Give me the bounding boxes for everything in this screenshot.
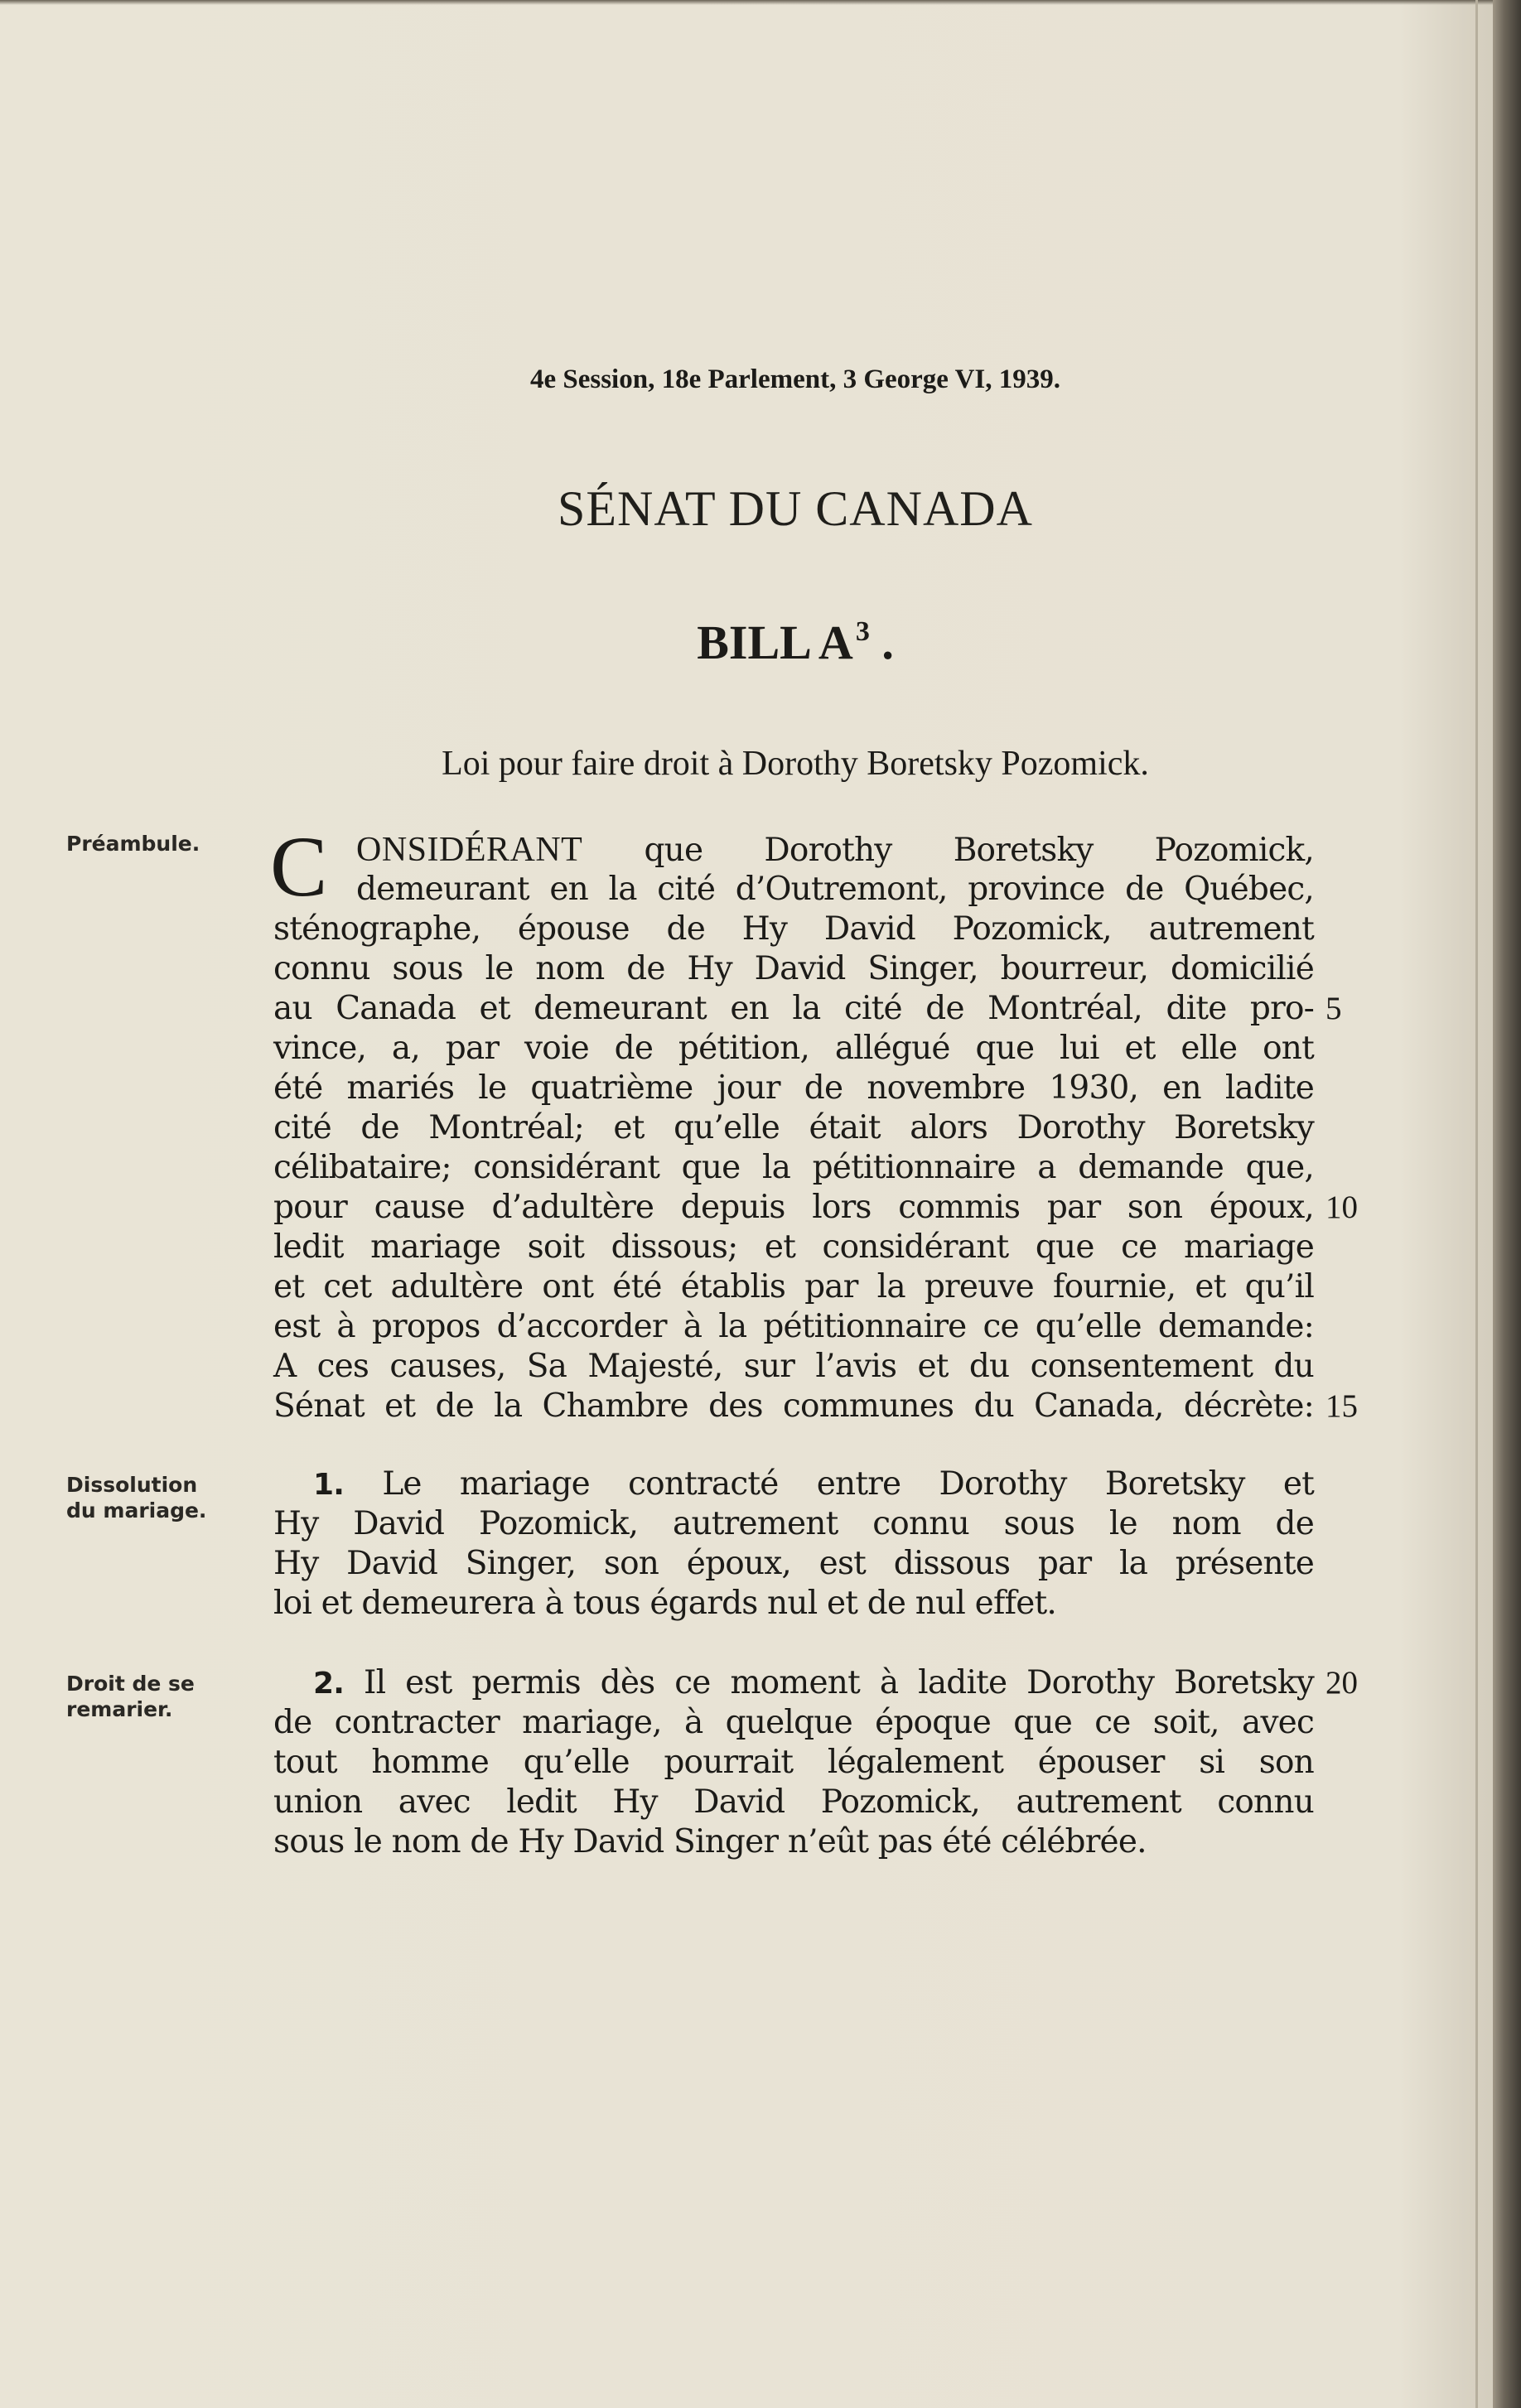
bill-superscript: 3 <box>855 616 870 647</box>
margin-note-remarry-line1: Droit de se <box>66 1672 195 1696</box>
preamble-line: demeurant en la cité d’Outremont, province de Québec, <box>356 871 1314 908</box>
drop-cap: C <box>270 819 328 914</box>
preamble-line: ledit mariage soit dissous; et considérant que ce mariage <box>273 1228 1314 1266</box>
binding-gutter <box>1493 0 1521 2408</box>
preamble-line: au Canada et demeurant en la cité de Montréal, dite pro- <box>273 990 1314 1027</box>
margin-note-preamble: Préambule. <box>66 832 200 856</box>
gutter-line <box>1475 0 1478 2408</box>
section1-line: 1. Le mariage contracté entre Dorothy Boretsky et <box>313 1465 1314 1503</box>
section2-line: tout homme qu’elle pourrait légalement épouser si son <box>273 1744 1314 1781</box>
preamble-line: Sénat et de la Chambre des communes du Canada, décrète: <box>273 1387 1314 1425</box>
section2-line: sous le nom de Hy David Singer n’eût pas été célébrée. <box>273 1823 1147 1860</box>
preamble-line: cité de Montréal; et qu’elle était alors Dorothy Boretsky <box>273 1109 1314 1146</box>
section1-number: 1. <box>313 1468 345 1502</box>
line-number-5: 5 <box>1325 991 1342 1026</box>
preamble-line: vince, a, par voie de pétition, allégué que lui et elle ont <box>273 1030 1314 1067</box>
margin-note-remarry-line2: remarier. <box>66 1697 173 1721</box>
preamble-line: ONSIDÉRANT que Dorothy Boretsky Pozomick, <box>356 831 1314 869</box>
section2-line: 2. Il est permis dès ce moment à ladite Dorothy Boretsky <box>313 1664 1314 1701</box>
preamble-first-word: ONSIDÉRANT <box>356 831 583 869</box>
section2-line: de contracter mariage, à quelque époque que ce soit, avec <box>273 1704 1314 1741</box>
preamble-line: sténographe, épouse de Hy David Pozomick, autrement <box>273 910 1314 948</box>
bill-heading <box>0 615 1521 670</box>
margin-note-dissolution-line2: du mariage. <box>66 1498 207 1522</box>
line-number-10: 10 <box>1325 1190 1358 1225</box>
preamble-line: pour cause d’adultère depuis lors commis par son époux, <box>273 1189 1314 1226</box>
page-top-shadow <box>0 0 1521 5</box>
line-number-15: 15 <box>1325 1388 1358 1424</box>
preamble-line: est à propos d’accorder à la pétitionnaire ce qu’elle demande: <box>273 1308 1314 1345</box>
bill-title: Loi pour faire droit à Dorothy Boretsky Pozomick. <box>442 745 1149 783</box>
section2-number: 2. <box>313 1667 345 1701</box>
section1-line: loi et demeurera à tous égards nul et de nul effet. <box>273 1585 1056 1622</box>
senate-heading: SÉNAT DU CANADA <box>558 481 1033 536</box>
section1-line: Hy David Singer, son époux, est dissous par la présente <box>273 1545 1314 1582</box>
preamble-line: célibataire; considérant que la pétitionnaire a demande que, <box>273 1149 1314 1186</box>
section1-line: Hy David Pozomick, autrement connu sous le nom de <box>273 1505 1314 1542</box>
margin-note-dissolution-line1: Dissolution <box>66 1473 198 1497</box>
preamble-line: été mariés le quatrième jour de novembre 1930, en ladite <box>273 1069 1314 1107</box>
preamble-line: A ces causes, Sa Majesté, sur l’avis et du consentement du <box>273 1348 1314 1385</box>
session-heading: 4e Session, 18e Parlement, 3 George VI, 1939. <box>529 364 1061 394</box>
bill-label: BILL A <box>697 615 853 669</box>
preamble-line: et cet adultère ont été établis par la preuve fournie, et qu’il <box>273 1268 1314 1305</box>
preamble-line: connu sous le nom de Hy David Singer, bourreur, domicilié <box>273 950 1314 987</box>
line-number-20: 20 <box>1325 1665 1358 1701</box>
section2-line: union avec ledit Hy David Pozomick, autrement connu <box>273 1783 1314 1821</box>
bill-dot: . <box>881 615 894 669</box>
